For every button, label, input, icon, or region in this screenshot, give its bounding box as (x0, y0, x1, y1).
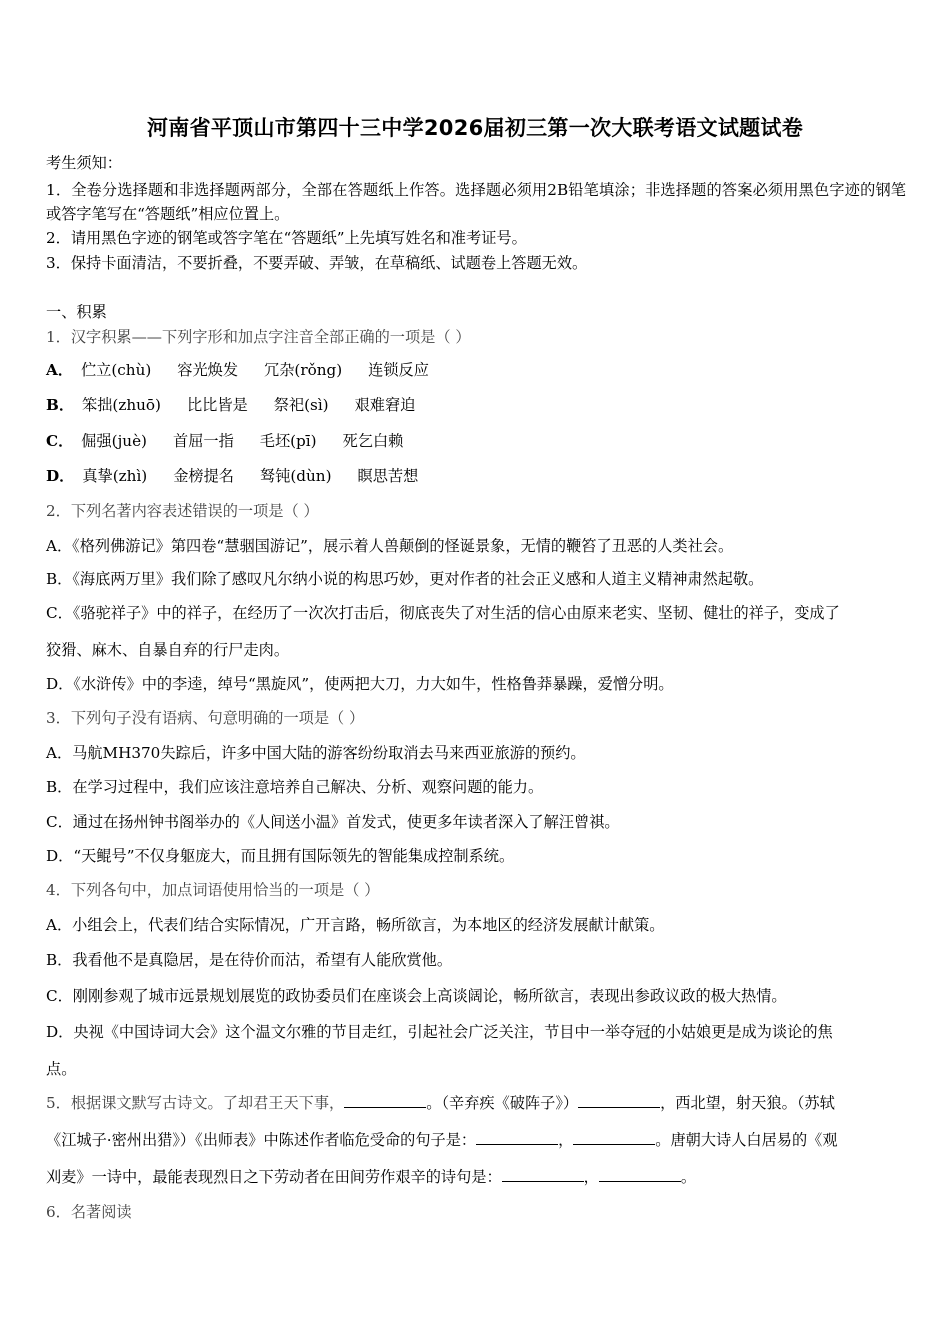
option-part: 笨拙(zhuō) (82, 396, 161, 414)
question-5-text: 。（辛弃疾《破阵子》） (426, 1094, 579, 1112)
fill-blank[interactable] (476, 1130, 558, 1145)
question-5-text: ， (583, 1168, 599, 1186)
question-1-option-a (46, 360, 429, 380)
fill-blank[interactable] (502, 1167, 584, 1182)
notice-item-2: 2．请用黑色字迹的钢笔或答字笔在“答题纸”上先填写姓名和准考证号。 (46, 229, 527, 247)
question-6-stem: 6．名著阅读 (46, 1203, 132, 1221)
fill-blank[interactable] (578, 1093, 660, 1108)
question-5-text: 刈麦》一诗中，最能表现烈日之下劳动者在田间劳作艰辛的诗句是： (46, 1168, 502, 1186)
option-part: 祭祀(sì) (273, 396, 329, 414)
question-5-line-1 (46, 1093, 835, 1113)
option-part: 冗杂(rǒng) (264, 361, 343, 379)
question-5-line-2 (46, 1130, 838, 1150)
question-1-option-c (46, 431, 403, 451)
notice-heading: 考生须知： (46, 154, 122, 172)
option-part: 容光焕发 (177, 361, 239, 379)
question-3-option-b: B．在学习过程中，我们应该注意培养自己解决、分析、观察问题的能力。 (46, 778, 544, 796)
question-4-option-b: B．我看他不是真隐居，是在待价而沽，希望有人能欣赏他。 (46, 951, 453, 969)
option-part: 毛坯(pī) (259, 432, 317, 450)
option-part: 首屈一指 (173, 432, 234, 450)
fill-blank[interactable] (573, 1130, 655, 1145)
question-2-option-a: A．《格列佛游记》第四卷“慧骃国游记”，展示着人兽颠倒的怪诞景象，无情的鞭笞了丑恶的人类社会。 (46, 537, 734, 555)
question-4-option-c: C．刚刚参观了城市远景规划展览的政协委员们在座谈会上高谈阔论，畅所欲言，表现出参政议政的极大热情。 (46, 987, 787, 1005)
question-5-text: ，西北望，射天狼。（苏轼 (660, 1094, 835, 1112)
option-part: 真挚(zhì) (82, 467, 148, 485)
option-part: 瞑思苦想 (357, 467, 419, 485)
page-title: 河南省平顶山市第四十三中学2026届初三第一次大联考语文试题试卷 (146, 116, 804, 140)
option-part: 驽钝(dùn) (259, 467, 332, 485)
option-part: 连锁反应 (368, 361, 429, 379)
fill-blank[interactable] (344, 1093, 426, 1108)
question-2-option-c-cont: 狡猾、麻木、自暴自弃的行尸走肉。 (46, 641, 289, 659)
question-5-line-3 (46, 1167, 696, 1187)
question-3-option-c: C．通过在扬州钟书阁举办的《人间送小温》首发式，使更多年读者深入了解汪曾祺。 (46, 813, 620, 831)
option-part: 死乞白赖 (342, 432, 404, 450)
question-1-stem: 1．汉字积累——下列字形和加点字注音全部正确的一项是（ ） (46, 328, 471, 346)
question-4-option-d-cont: 点。 (46, 1060, 77, 1078)
option-label: B． (46, 396, 75, 414)
question-3-stem: 3．下列句子没有语病、句意明确的一项是（ ） (46, 709, 365, 727)
fill-blank[interactable] (599, 1167, 681, 1182)
option-part: 比比皆是 (186, 396, 248, 414)
question-2-option-b: B．《海底两万里》我们除了感叹凡尔纳小说的构思巧妙，更对作者的社会正义感和人道主义精神肃然起敬。 (46, 570, 764, 588)
question-3-option-a: A．马航MH370失踪后，许多中国大陆的游客纷纷取消去马来西亚旅游的预约。 (46, 744, 586, 762)
question-4-stem: 4．下列各句中，加点词语使用恰当的一项是（ ） (46, 881, 380, 899)
question-1-option-b (46, 395, 415, 415)
option-part: 金榜提名 (173, 467, 234, 485)
option-part: 艰难窘迫 (354, 396, 416, 414)
question-4-option-d: D．央视《中国诗词大会》这个温文尔雅的节目走红，引起社会广泛关注，节目中一举夺冠的小姑娘更是成为谈论的焦 (46, 1023, 833, 1041)
question-5-text: 5．根据课文默写古诗文。了却君王天下事， (46, 1094, 345, 1112)
option-label: C． (46, 432, 74, 450)
question-5-text: 。唐朝大诗人白居易的《观 (655, 1131, 838, 1149)
notice-item-1: 1．全卷分选择题和非选择题两部分，全部在答题纸上作答。选择题必须用2B铅笔填涂；非选择题的答案必须用黑色字迹的钢笔或答字笔写在“答题纸”相应位置上。 (46, 181, 906, 223)
option-part: 伫立(chù) (80, 361, 152, 379)
question-2-option-d: D．《水浒传》中的李逵，绰号“黑旋风”，使两把大刀，力大如牛，性格鲁莽暴躁，爱憎分明。 (46, 675, 674, 693)
option-part: 倔强(juè) (81, 432, 147, 450)
notice-item-3: 3．保持卡面清洁，不要折叠，不要弄破、弄皱，在草稿纸、试题卷上答题无效。 (46, 254, 588, 272)
question-4-option-a: A．小组会上，代表们结合实际情况，广开言路，畅所欲言，为本地区的经济发展献计献策。 (46, 916, 665, 934)
question-2-option-c: C．《骆驼祥子》中的祥子，在经历了一次次打击后，彻底丧失了对生活的信心由原来老实、坚韧、健壮的祥子，变成了 (46, 604, 840, 622)
question-5-text: 《江城子·密州出猎》）《出师表》中陈述作者临危受命的句子是： (46, 1131, 477, 1149)
section-heading: 一、积累 (46, 303, 107, 321)
question-5-text: ， (558, 1131, 574, 1149)
question-5-text: 。 (680, 1168, 696, 1186)
option-label: D． (46, 467, 75, 485)
question-3-option-d: D．“天鲲号”不仅身躯庞大，而且拥有国际领先的智能集成控制系统。 (46, 847, 515, 865)
option-label: A． (46, 361, 73, 379)
question-2-stem: 2．下列名著内容表述错误的一项是（ ） (46, 502, 319, 520)
question-1-option-d (46, 466, 418, 486)
